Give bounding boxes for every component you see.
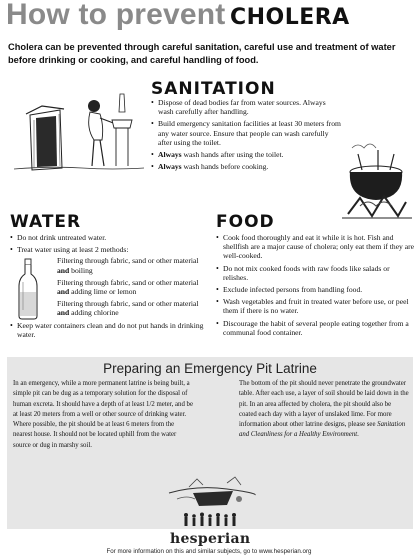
- list-item: • Cook food thoroughly and eat it while it is hot. Fish and shellfish are a major cause of cholera; only eat them if they are well-cooked.: [216, 233, 416, 261]
- list-item: • Keep water containers clean and do not put hands in drinking water.: [10, 321, 210, 339]
- hesperian-logo: [170, 512, 250, 547]
- pit-latrine-panel: [7, 357, 413, 529]
- method-item: Filtering through fabric, sand or other material and boiling: [57, 256, 199, 275]
- list-item: • Do not drink untreated water.: [10, 233, 210, 242]
- method-item: Filtering through fabric, sand or other material and adding chlorine: [57, 299, 199, 318]
- list-item: • Do not mix cooked foods with raw foods like salads or relishes.: [216, 264, 416, 282]
- logo-text: hesperian: [170, 531, 251, 547]
- footer-text: For more information on this and similar subjects, go to www.hesperian.org: [106, 548, 312, 555]
- method-item: Filtering through fabric, sand or other material and adding lime or lemon: [57, 277, 199, 297]
- title-word: CHOLERA: [229, 5, 350, 30]
- pit-latrine-illustration: [167, 475, 257, 511]
- emphasis: Always: [158, 150, 182, 160]
- page-title: [6, 0, 350, 32]
- sanitation-illustration: [12, 80, 147, 172]
- pit-text-left: In an emergency, while a more permanent latrine is being built, a simple pit can be dug as a temporary solution for the disposal of human excreta. It should have a depth of at least 1/2 meter, and be at least 20 meters from a well or other source of drinking water. Where possible, the pit should be at least 6 meters from the nearest house. It should not be located uphill from the water source or dug in marshy soil.: [13, 380, 193, 449]
- methods-list: [57, 256, 210, 317]
- list-item: • Dispose of dead bodies far from water sources. Always wash carefully after handling.: [151, 98, 341, 116]
- item-text: wash hands after using the toilet.: [181, 150, 284, 160]
- water-heading: WATER: [10, 212, 82, 232]
- cooking-pot-illustration: [338, 140, 416, 220]
- people-icon: [180, 512, 240, 526]
- item-text: wash hands before cooking.: [181, 162, 269, 172]
- pit-title: Preparing an Emergency Pit Latrine: [103, 361, 317, 376]
- sanitation-heading: SANITATION: [151, 79, 276, 99]
- sanitation-list: [151, 98, 341, 174]
- list-item: [10, 245, 210, 317]
- list-item: • Discourage the habit of several people eating together from a communal food container.: [216, 319, 416, 337]
- pit-text-right: The bottom of the pit should never penetrate the groundwater table. After each use, a layer of soil should be laid down in the pit. In an area affected by cholera, the pit should also be coated each day with a layer of unslaked lime. For more information about other latrine designs, please see Sanitation and Cleanliness for a Healthy Environment.: [239, 380, 409, 439]
- list-item: • Build emergency sanitation facilities at least 30 meters from any water source. Ensure that people can wash carefully after using the toilet.: [151, 119, 341, 147]
- item-text: Treat water using at least 2 methods:: [17, 245, 129, 255]
- bottle-illustration: [16, 258, 40, 320]
- title-prefix: How to prevent: [6, 0, 226, 31]
- emphasis: Always: [158, 162, 182, 172]
- list-item: [151, 162, 341, 171]
- intro-text: Cholera can be prevented through careful sanitation, careful use and treatment of water before drinking or cooking, and careful handling of food.: [8, 42, 396, 65]
- food-heading: FOOD: [216, 212, 275, 232]
- list-item: [151, 150, 341, 159]
- list-item: • Wash vegetables and fruit in treated water before use, or peel them if there is no water.: [216, 297, 416, 315]
- water-list: [10, 233, 210, 342]
- book-title: Sanitation and Cleanliness for a Healthy Environment: [239, 421, 406, 439]
- list-item: • Exclude infected persons from handling food.: [216, 285, 416, 294]
- food-list: [216, 233, 416, 340]
